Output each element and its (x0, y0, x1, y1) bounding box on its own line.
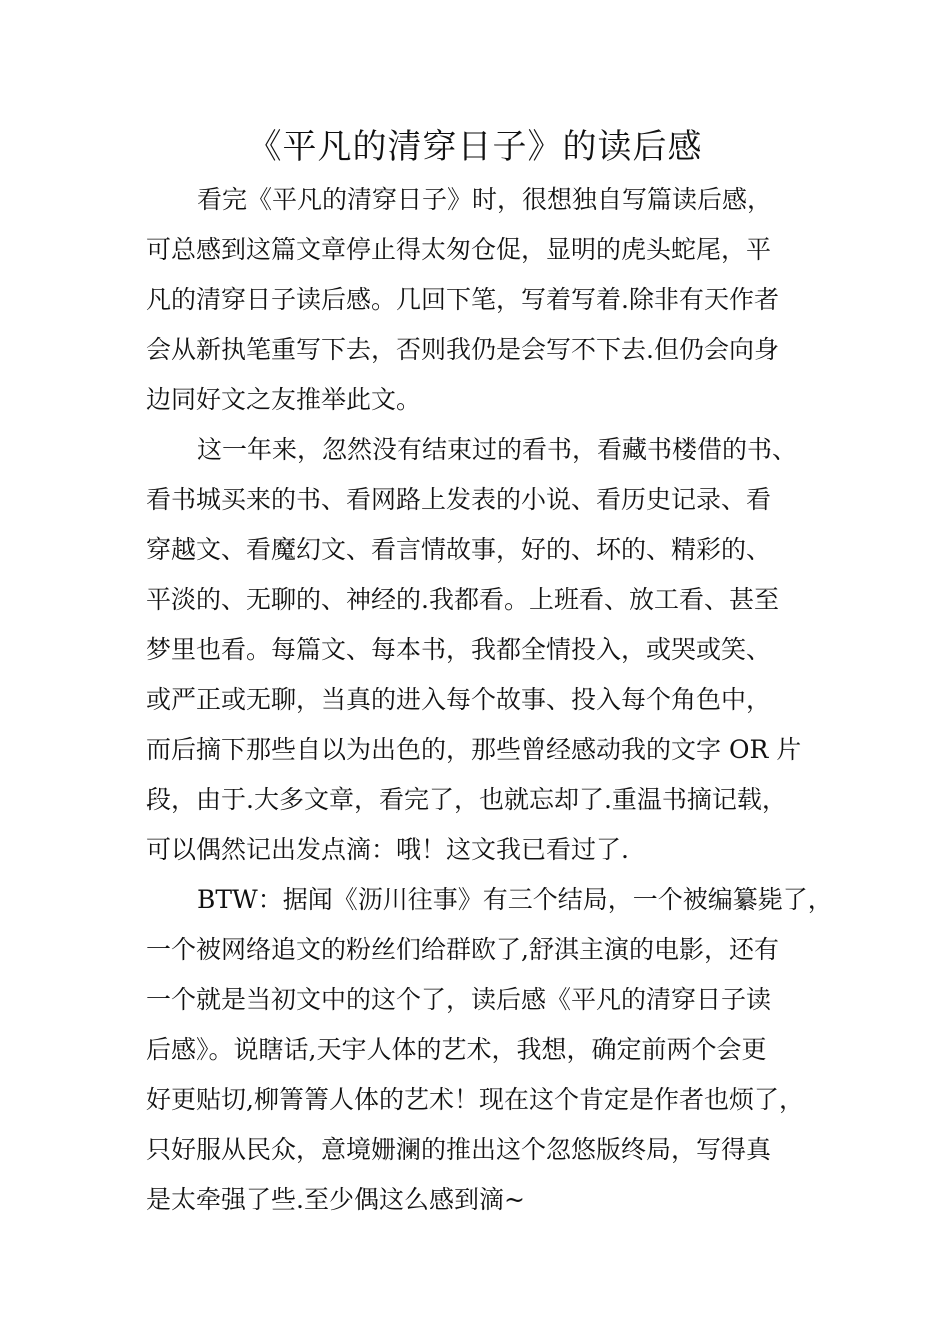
paragraph-1-line-2: 可总感到这篇文章停止得太匆仓促，显明的虎头蛇尾，平 (146, 235, 772, 264)
paragraph-2-line-3: 穿越文、看魔幻文、看言情故事，好的、坏的、精彩的、 (146, 535, 772, 564)
paragraph-1-line-3: 凡的清穿日子读后感。几回下笔，写着写着.除非有天作者 (146, 285, 779, 314)
paragraph-3-line-4: 后感》。说瞎话,天宇人体的艺术，我想，确定前两个会更 (146, 1035, 767, 1064)
paragraph-1-line-5: 边同好文之友推举此文。 (146, 385, 422, 414)
paragraph-1-line-1: 看完《平凡的清穿日子》时，很想独自写篇读后感， (197, 185, 773, 214)
paragraph-2-line-5: 梦里也看。每篇文、每本书，我都全情投入，或哭或笑、 (146, 635, 772, 664)
paragraph-3-line-5: 好更贴切,柳箐箐人体的艺术！现在这个肯定是作者也烦了， (146, 1085, 804, 1114)
paragraph-2-line-7: 而后摘下那些自以为出色的，那些曾经感动我的文字 OR 片 (146, 735, 802, 764)
paragraph-3-line-3: 一个就是当初文中的这个了，读后感《平凡的清穿日子读 (146, 985, 772, 1014)
paragraph-2-line-1: 这一年来，忽然没有结束过的看书，看藏书楼借的书、 (197, 435, 798, 464)
document-title: 《平凡的清穿日子》的读后感 (247, 127, 703, 167)
paragraph-2-line-6: 或严正或无聊，当真的进入每个故事、投入每个角色中， (146, 685, 772, 714)
paragraph-3-line-1: BTW：据闻《沥川往事》有三个结局，一个被编纂毙了， (197, 885, 833, 914)
paragraph-2-line-2: 看书城买来的书、看网路上发表的小说、看历史记录、看 (146, 485, 772, 514)
paragraph-2-line-4: 平淡的、无聊的、神经的.我都看。上班看、放工看、甚至 (146, 585, 779, 614)
paragraph-2-line-9: 可以偶然记出发点滴：哦！这文我已看过了. (146, 835, 629, 864)
paragraph-3-line-2: 一个被网络追文的粉丝们给群欧了,舒淇主演的电影，还有 (146, 935, 779, 964)
paragraph-3-line-6: 只好服从民众，意境姗澜的推出这个忽悠版终局，写得真 (146, 1135, 772, 1164)
paragraph-1-line-4: 会从新执笔重写下去，否则我仍是会写不下去.但仍会向身 (146, 335, 779, 364)
paragraph-2-line-8: 段，由于.大多文章，看完了，也就忘却了.重温书摘记载， (146, 785, 787, 814)
paragraph-3-line-7: 是太牵强了些.至少偶这么感到滴~ (146, 1185, 525, 1214)
